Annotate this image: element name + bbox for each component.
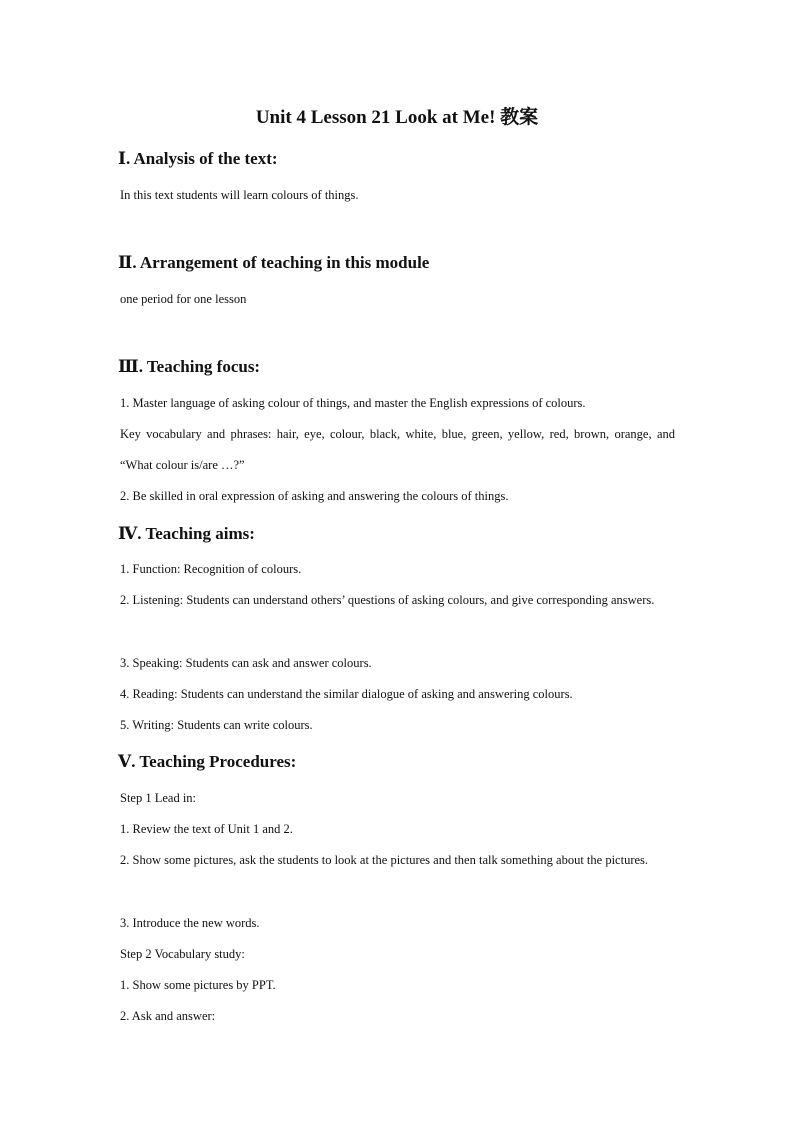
section-heading-2 [118, 251, 429, 275]
paragraph: In this text students will learn colours of things. [120, 188, 359, 202]
section-title: Arrangement of teaching in this module [139, 253, 430, 272]
paragraph: 1. Review the text of Unit 1 and 2. [120, 822, 293, 836]
document-title: Unit 4 Lesson 21 Look at Me! 教案 [255, 107, 539, 128]
paragraph: 4. Reading: Students can understand the similar dialogue of asking and answering colours. [120, 687, 573, 701]
paragraph: 2. Show some pictures, ask the students to look at the pictures and then talk something about the pictures. [120, 853, 649, 867]
paragraph: 3. Speaking: Students can ask and answer colours. [120, 656, 372, 670]
section-heading-5 [118, 750, 296, 774]
section-heading-3 [118, 355, 260, 379]
paragraph: one period for one lesson [120, 292, 247, 306]
section-heading-1 [118, 147, 278, 171]
section-title: Teaching aims: [145, 524, 255, 543]
paragraph: 1. Function: Recognition of colours. [120, 562, 302, 576]
section-number: Ⅲ. [118, 357, 147, 376]
paragraph: 3. Introduce the new words. [120, 916, 260, 930]
section-title: Analysis of the text: [133, 149, 278, 168]
paragraph: Step 2 Vocabulary study: [120, 947, 245, 961]
section-title: Teaching focus: [146, 357, 261, 376]
paragraph: 1. Master language of asking colour of things, and master the English expressions of colours. [120, 396, 586, 410]
paragraph: Step 1 Lead in: [120, 791, 197, 805]
section-number: Ⅴ. [118, 752, 140, 771]
paragraph: 2. Ask and answer: [120, 1009, 216, 1023]
paragraph: 2. Be skilled in oral expression of asking and answering the colours of things. [120, 489, 509, 503]
section-heading-4 [118, 522, 255, 546]
paragraph: 1. Show some pictures by PPT. [120, 978, 276, 992]
paragraph: 2. Listening: Students can understand others’ questions of asking colours, and give corresponding answers. [120, 593, 655, 607]
paragraph: 5. Writing: Students can write colours. [120, 718, 313, 732]
section-title: Teaching Procedures: [139, 752, 297, 771]
paragraph: Key vocabulary and phrases: hair, eye, colour, black, white, blue, green, yellow, red, brown, orange, and “What colour is/are …?” [120, 427, 675, 472]
section-number: Ⅱ. [118, 253, 140, 272]
section-number: Ⅳ. [118, 524, 146, 543]
section-number: Ⅰ. [118, 149, 134, 168]
